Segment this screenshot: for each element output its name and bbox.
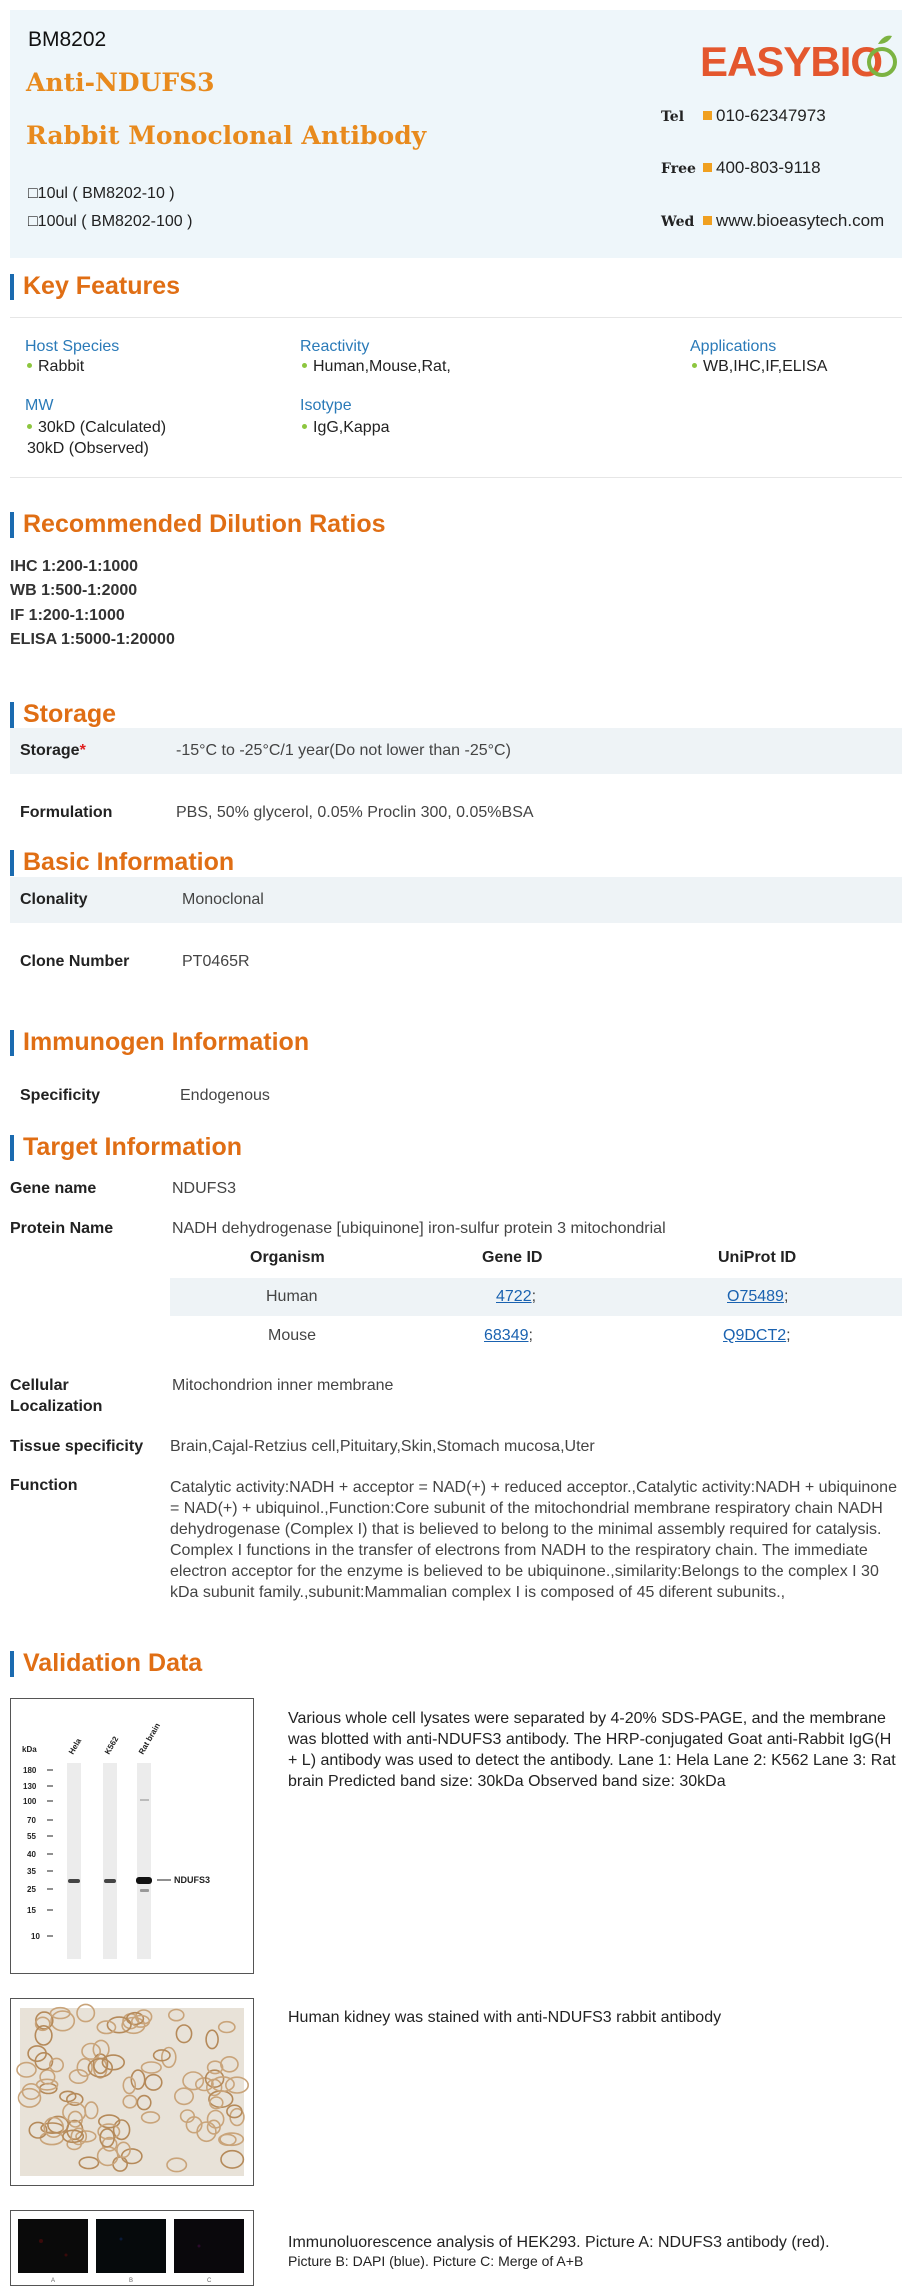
clonality-value: Monoclonal	[182, 891, 264, 908]
if-caption-line1: Immunoluorescence analysis of HEK293. Picture A: NDUFS3 antibody (red).	[288, 2234, 830, 2251]
header-panel	[10, 10, 902, 258]
logo-text: EASYBIO	[700, 38, 883, 85]
clonality-label: Clonality	[20, 891, 88, 908]
host-species-value: Rabbit	[27, 358, 84, 376]
clonality-row-band	[10, 877, 902, 923]
applications-value: WB,IHC,IF,ELISA	[692, 358, 827, 376]
uniprot-link[interactable]: Q9DCT2	[723, 1327, 787, 1344]
section-title: Target Information	[23, 1133, 242, 1161]
applications-label: Applications	[690, 338, 777, 355]
dilution-ihc: IHC 1:200-1:1000	[10, 558, 139, 575]
table-cell-uniprot: O75489;	[727, 1288, 789, 1305]
mw-label: MW	[25, 397, 54, 414]
marker-label: 130	[23, 1782, 37, 1791]
cellular-localization-value: Mitochondrion inner membrane	[172, 1377, 394, 1394]
table-header-gene-id: Gene ID	[482, 1249, 543, 1266]
marker-label: 180	[23, 1766, 37, 1775]
reactivity-label: Reactivity	[300, 338, 370, 355]
contact-tel: Tel 010-62347973	[661, 106, 826, 125]
if-images	[11, 2211, 253, 2285]
section-title: Immunogen Information	[23, 1028, 310, 1056]
kda-label: kDa	[22, 1745, 37, 1754]
if-panel-b	[96, 2219, 166, 2273]
protein-name-value: NADH dehydrogenase [ubiquinone] iron-sulfur protein 3 mitochondrial	[172, 1220, 666, 1237]
tissue-specificity-label: Tissue specificity	[10, 1438, 144, 1455]
divider	[10, 317, 902, 318]
table-cell-gene-id: 68349;	[484, 1327, 533, 1344]
lane-label: K562	[102, 1734, 121, 1756]
table-cell-organism: Mouse	[268, 1327, 317, 1344]
gene-id-link[interactable]: 4722	[496, 1288, 532, 1305]
ihc-figure	[10, 1998, 254, 2186]
product-title: Anti-NDUFS3	[26, 68, 215, 97]
storage-value: -15°C to -25°C/1 year(Do not lower than -25°C)	[176, 742, 511, 759]
lane-label: Hela	[66, 1736, 84, 1756]
function-label: Function	[10, 1477, 78, 1494]
function-value: Catalytic activity:NADH + acceptor = NAD(+) + reduced acceptor.,Catalytic activity:NADH + ubiquinone = NAD(+) + ubiquinol.,Function:Core subunit of the mitochondrial membrane respiratory chain NADH dehydrogenase (Complex I) that is believed to belong to the minimal assembly required for catalysis. Complex I functions in the transfer of electrons from NADH to the respiratory chain. The immediate electron acceptor for the enzyme is believed to be ubiquinone.,similarity:Belongs to the complex I 30 kDa subunit family.,subunit:Mammalian complex I is composed of 45 diferent subunits.,	[170, 1479, 897, 1601]
if-panel-label: B	[129, 2278, 134, 2284]
reactivity-value: Human,Mouse,Rat,	[302, 358, 451, 376]
if-caption-line2: Picture B: DAPI (blue). Picture C: Merge of A+B	[288, 2253, 584, 2269]
tel-value: 010-62347973	[716, 106, 826, 125]
section-title: Recommended Dilution Ratios	[23, 510, 386, 538]
dilution-wb: WB 1:500-1:2000	[10, 582, 138, 599]
size-option-100ul[interactable]: □100ul ( BM8202-100 )	[28, 213, 193, 230]
bullet-square-icon	[703, 216, 712, 225]
easybio-logo	[692, 28, 902, 88]
bullet-square-icon	[703, 111, 712, 120]
if-panel-label: A	[51, 2278, 56, 2284]
western-blot-caption: Various whole cell lysates were separated by 4-20% SDS-PAGE, and the membrane was blotted with anti-NDUFS3 antibody. The HRP-conjugated Goat anti-Rabbit IgG(H + L) antibody was used to detect the antibody. Lane 1: Hela Lane 2: K562 Lane 3: Rat brain Predicted band size: 30kDa Observed band size: 30kDa	[288, 1710, 896, 1790]
tissue-specificity-value: Brain,Cajal-Retzius cell,Pituitary,Skin,Stomach mucosa,Uter	[170, 1438, 595, 1455]
isotype-label: Isotype	[300, 397, 352, 414]
section-title: Storage	[23, 700, 117, 728]
marker-label: 35	[27, 1867, 36, 1876]
specificity-label: Specificity	[20, 1087, 101, 1104]
section-title: Key Features	[23, 272, 181, 300]
lane-label: Rat brain	[136, 1721, 163, 1756]
cellular-localization-label-2: Localization	[10, 1398, 103, 1415]
band-label: NDUFS3	[174, 1875, 211, 1885]
gene-name-label: Gene name	[10, 1180, 97, 1197]
protein-name-label: Protein Name	[10, 1220, 114, 1237]
if-panel-label: C	[207, 2278, 212, 2284]
ihc-caption: Human kidney was stained with anti-NDUFS3 rabbit antibody	[288, 2009, 722, 2026]
section-bar	[10, 274, 14, 300]
marker-label: 40	[27, 1850, 36, 1859]
clone-number-value: PT0465R	[182, 953, 250, 970]
host-species-label: Host Species	[25, 338, 120, 355]
if-panel-a	[18, 2219, 88, 2273]
dilution-elisa: ELISA 1:5000-1:20000	[10, 631, 175, 648]
western-blot-figure	[10, 1698, 254, 1974]
western-blot-image	[11, 1699, 253, 1973]
mw-value: 30kD (Calculated)	[27, 419, 166, 437]
marker-label: 25	[27, 1885, 36, 1894]
if-figure	[10, 2210, 254, 2286]
contact-web[interactable]: Wed www.bioeasytech.com	[661, 211, 885, 230]
mw-value-observed: 30kD (Observed)	[27, 440, 149, 457]
section-title: Validation Data	[23, 1649, 203, 1677]
divider	[10, 477, 902, 478]
product-subtitle: Rabbit Monoclonal Antibody	[26, 121, 427, 150]
isotype-value: IgG,Kappa	[302, 419, 390, 437]
storage-label: Storage*	[20, 742, 86, 759]
table-cell-organism: Human	[266, 1288, 318, 1305]
marker-label: 55	[27, 1832, 36, 1841]
required-asterisk: *	[79, 742, 86, 759]
contact-free: Free 400-803-9118	[661, 158, 821, 177]
marker-label: 70	[27, 1816, 36, 1825]
table-cell-gene-id: 4722;	[496, 1288, 537, 1305]
web-value[interactable]: www.bioeasytech.com	[716, 211, 885, 230]
marker-label: 15	[27, 1906, 36, 1915]
catalog-number: BM8202	[28, 28, 107, 51]
gene-id-link[interactable]: 68349	[484, 1327, 529, 1344]
size-option-10ul[interactable]: □10ul ( BM8202-10 )	[28, 185, 175, 202]
if-panel-c	[174, 2219, 244, 2273]
formulation-label: Formulation	[20, 804, 113, 821]
formulation-value: PBS, 50% glycerol, 0.05% Proclin 300, 0.05%BSA	[176, 804, 534, 821]
clone-number-label: Clone Number	[20, 953, 130, 970]
specificity-value: Endogenous	[180, 1087, 270, 1104]
dilution-if: IF 1:200-1:1000	[10, 607, 125, 624]
table-cell-uniprot: Q9DCT2;	[723, 1327, 791, 1344]
gene-name-value: NDUFS3	[172, 1180, 237, 1197]
marker-label: 10	[31, 1932, 40, 1941]
section-title: Basic Information	[23, 848, 235, 876]
free-value: 400-803-9118	[716, 158, 821, 177]
bullet-square-icon	[703, 163, 712, 172]
marker-label: 100	[23, 1797, 37, 1806]
cellular-localization-label-1: Cellular	[10, 1377, 69, 1394]
table-header-organism: Organism	[250, 1249, 325, 1266]
ihc-kidney-image	[11, 1999, 253, 2185]
table-header-uniprot: UniProt ID	[718, 1249, 797, 1266]
uniprot-link[interactable]: O75489	[727, 1288, 784, 1305]
